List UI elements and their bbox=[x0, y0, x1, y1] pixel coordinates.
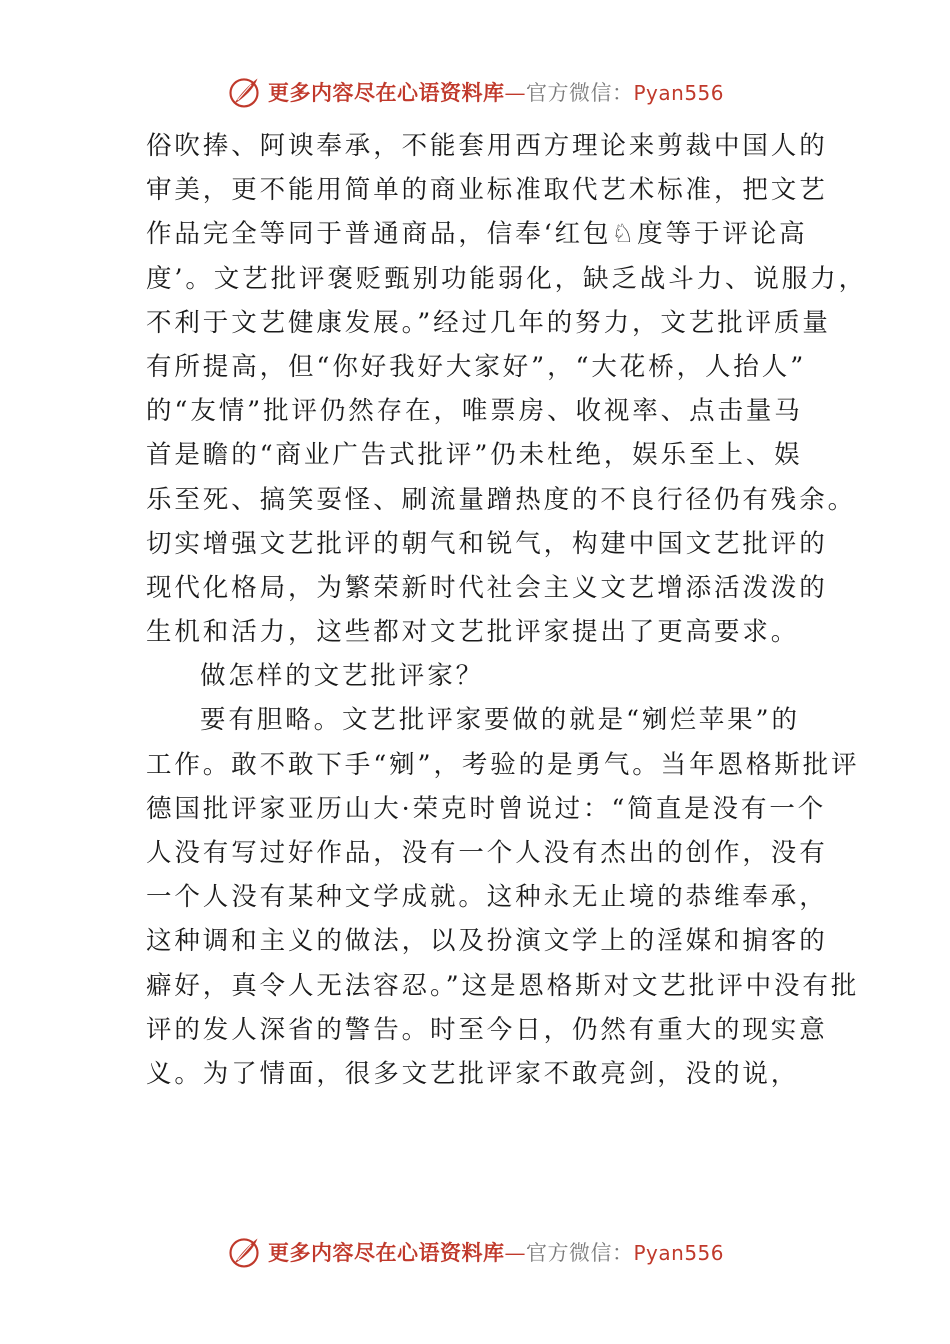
text-line: 有所提高，但“你好我好大家好”，“大花桥，人抬人” bbox=[146, 351, 807, 382]
footer-wechat-label: 官方微信： bbox=[525, 1241, 634, 1265]
text-line: 审美，更不能用简单的商业标准取代艺术标准，把文艺 bbox=[146, 175, 828, 206]
text-line: 作品完全等同于普通商品，信奉‘红包♘度等于评论高 bbox=[146, 219, 808, 250]
text-line: 一个人没有某种文学成就。这种永无止境的恭维奉承， bbox=[146, 882, 828, 913]
footer-site-name: 更多内容尽在心语资料库 bbox=[267, 1240, 505, 1265]
quill-pen-logo-icon bbox=[226, 74, 262, 110]
text-line: 癖好，真令人无法容忍。”这是恩格斯对文艺批评中没有批 bbox=[146, 970, 860, 1001]
footer-banner bbox=[0, 1230, 950, 1274]
text-line: 现代化格局，为繁荣新时代社会主义文艺增添活泼泼的 bbox=[146, 572, 828, 603]
text-line: 工作。敢不敢下手“剜”，考验的是勇气。当年恩格斯批评 bbox=[146, 749, 860, 780]
quill-pen-logo-icon bbox=[226, 1234, 262, 1270]
text-line: 的“友情”批评仍然存在，唯票房、收视率、点击量马 bbox=[146, 396, 803, 427]
text-line: 人没有写过好作品，没有一个人没有杰出的创作，没有 bbox=[146, 838, 828, 868]
section-question: 做怎样的文艺批评家？ bbox=[200, 661, 485, 692]
header-separator: — bbox=[504, 81, 526, 105]
text-line: 俗吹捧、阿谀奉承，不能套用西方理论来剪裁中国人的 bbox=[146, 131, 828, 161]
header-wechat-label: 官方微信： bbox=[525, 81, 634, 105]
text-line: 度’。文艺批评褒贬甄别功能弱化，缺乏战斗力、说服力， bbox=[146, 263, 868, 294]
footer-text bbox=[268, 1237, 724, 1267]
text-line: 切实增强文艺批评的朝气和锐气，构建中国文艺批评的 bbox=[146, 528, 828, 559]
text-line: 义。为了情面，很多文艺批评家不敢亮剑，没的说， bbox=[146, 1058, 800, 1089]
header-site-name: 更多内容尽在心语资料库 bbox=[267, 80, 505, 105]
text-line: 生机和活力，这些都对文艺批评家提出了更高要求。 bbox=[146, 617, 800, 648]
text-line: 要有胆略。文艺批评家要做的就是“剜烂苹果”的 bbox=[200, 705, 800, 736]
text-line: 乐至死、搞笑耍怪、刷流量蹭热度的不良行径仍有残余。 bbox=[146, 484, 857, 515]
document-body bbox=[146, 124, 868, 1096]
header-wechat-id: Pyan556 bbox=[633, 81, 724, 105]
text-line: 不利于文艺健康发展。”经过几年的努力，文艺批评质量 bbox=[146, 307, 831, 338]
text-line: 这种调和主义的做法，以及扮演文学上的淫媒和掮客的 bbox=[146, 926, 828, 957]
header-text bbox=[268, 77, 724, 107]
text-line: 首是瞻的“商业广告式批评”仍未杜绝，娱乐至上、娱 bbox=[146, 440, 803, 471]
footer-separator: — bbox=[504, 1241, 526, 1265]
text-line: 评的发人深省的警告。时至今日，仍然有重大的现实意 bbox=[146, 1014, 828, 1045]
text-line: 德国批评家亚历山大·荣克时曾说过：“简直是没有一个 bbox=[146, 793, 827, 824]
footer-wechat-id: Pyan556 bbox=[633, 1241, 724, 1265]
header-banner bbox=[0, 70, 950, 114]
